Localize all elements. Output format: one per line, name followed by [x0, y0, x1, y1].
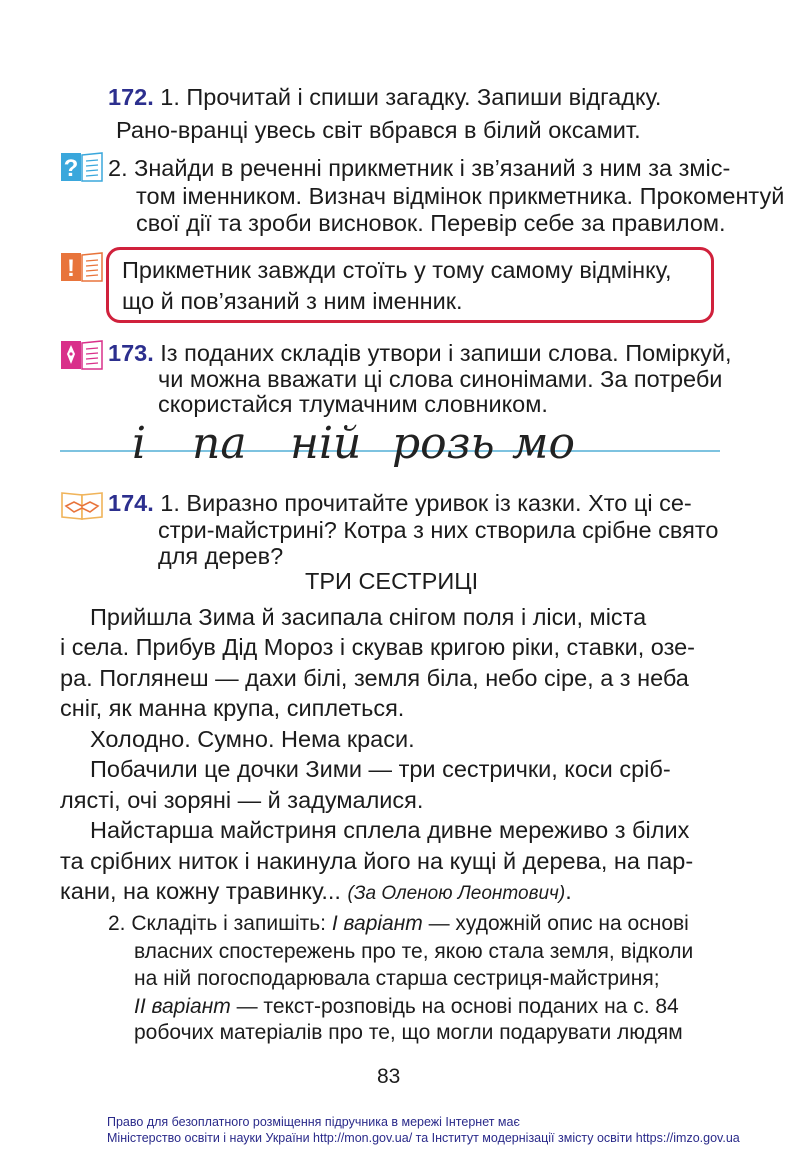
task-174-text-1: 1. Виразно прочитайте уривок із казки. Хто ці се-	[160, 490, 692, 516]
story-line-3: ра. Поглянеш — дахи білі, земля біла, небо сіре, а з неба	[60, 665, 689, 691]
variant-1-label: І варіант	[331, 912, 423, 935]
task-173-text-1: Із поданих складів утвори і запиши слова. Поміркуй,	[160, 340, 732, 366]
task-174-part2-prefix: 2. Складіть і запишіть:	[108, 912, 332, 935]
syllable-1: і	[132, 418, 147, 469]
story-line-4: сніг, як манна крупа, сиплеться.	[60, 695, 405, 721]
story-line-10-text: кани, на кожну травинку...	[60, 878, 341, 904]
story-line-6: Побачили це дочки Зими — три сестрички, коси сріб-	[90, 756, 671, 782]
task-173-line-3: скористайся тлумачним словником.	[158, 391, 548, 417]
task-172-part2-line-3: свої дії та зроби висновок. Перевір себе за правилом.	[136, 210, 726, 236]
variant-2-text: — текст-розповідь на основі поданих на с. 84	[230, 995, 679, 1018]
task-174-line-2: стри-майстрині? Котра з них створила срібне свято	[158, 517, 719, 543]
task-173-line-2: чи можна вважати ці слова синонімами. За потреби	[158, 366, 723, 392]
story-line-9: та срібних ниток і накинула його на кущі й дерева, на пар-	[60, 848, 694, 874]
question-book-icon	[60, 152, 104, 182]
story-line-10	[60, 878, 572, 905]
task-172-part1: 1. Прочитай і спиши загадку. Запиши відгадку.	[160, 84, 662, 110]
task-174-line-1	[108, 490, 692, 517]
story-line-2: і села. Прибув Дід Мороз і скував кригою ріки, ставки, озе-	[60, 634, 695, 660]
syllable-4: розь	[392, 418, 495, 469]
story-line-8: Найстарша майстриня сплела дивне мереживо з білих	[90, 817, 690, 843]
task-172-part2-line-1: 2. Знайди в реченні прикметник і зв’язаний з ним за зміс-	[108, 155, 731, 181]
syllable-2: па	[192, 418, 247, 469]
page-number: 83	[377, 1065, 401, 1088]
task-174-part2-line-5: робочих матеріалів про те, що могли подарувати людям	[134, 1021, 683, 1044]
svg-text:!: !	[67, 255, 75, 282]
task-number-172: 172.	[108, 84, 154, 110]
footer-line-2: Міністерство освіти і науки України http://mon.gov.ua/ та Інститут модернізації змісту освіти https://imzo.gov.ua	[107, 1131, 740, 1145]
story-title: ТРИ СЕСТРИЦІ	[305, 568, 479, 594]
story-line-1: Прийшла Зима й засипала снігом поля і ліси, міста	[90, 604, 647, 630]
writing-line	[60, 450, 720, 452]
task-174-part2-line-4	[134, 995, 679, 1019]
task-174-line-3: для дерев?	[158, 543, 284, 569]
story-line-5: Холодно. Сумно. Нема краси.	[90, 726, 415, 752]
task-number-174: 174.	[108, 490, 154, 516]
variant-2-label: ІІ варіант	[134, 995, 231, 1018]
task-172-line-1	[108, 84, 661, 111]
task-number-173: 173.	[108, 340, 154, 366]
svg-text:?: ?	[63, 155, 79, 182]
syllable-5: мо	[512, 418, 575, 469]
syllable-3: ній	[290, 418, 362, 469]
riddle-text: Рано-вранці увесь світ вбрався в білий оксамит.	[116, 117, 641, 143]
task-174-part2-line-3: на ній погосподарювала старша сестриця-майстриня;	[134, 967, 660, 990]
write-book-icon	[60, 340, 104, 370]
task-174-part2-line-1	[108, 912, 689, 936]
footer-line-1: Право для безоплатного розміщення підручника в мережі Інтернет має	[107, 1115, 520, 1129]
group-work-icon	[60, 490, 104, 520]
rule-line-1: Прикметник завжди стоїть у тому самому відмінку,	[122, 257, 672, 283]
variant-1-text: — художній опис на основі	[422, 912, 689, 935]
task-172-part2-line-2: том іменником. Визнач відмінок прикметника. Прокоментуй	[136, 183, 785, 209]
story-line-7: лясті, очі зоряні — й задумалися.	[60, 787, 424, 813]
story-source: (За Оленою Леонтович)	[347, 883, 566, 904]
story-end-period: .	[565, 878, 572, 904]
rule-line-2: що й пов’язаний з ним іменник.	[122, 288, 463, 314]
task-174-part2-line-2: власних спостережень про те, якою стала земля, відколи	[134, 940, 694, 963]
task-173-line-1	[108, 340, 732, 367]
rule-book-icon	[60, 252, 104, 282]
